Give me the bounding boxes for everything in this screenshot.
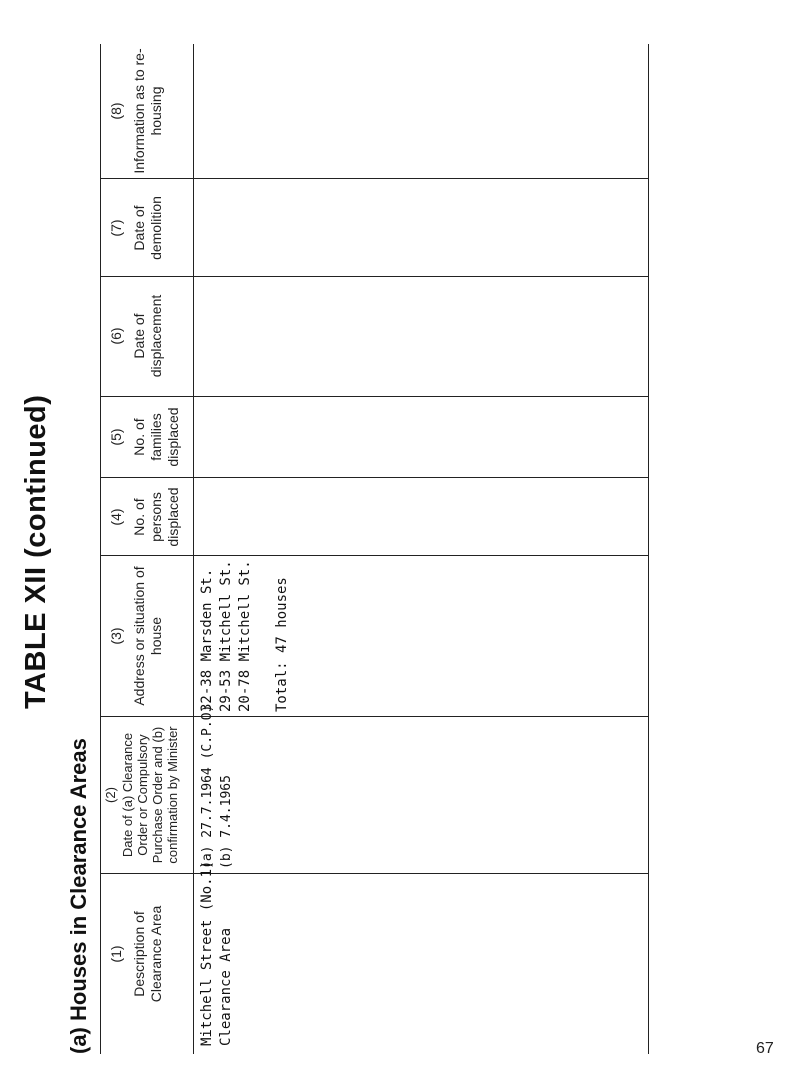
date-line-b: (b) 7.4.1965 [219, 775, 234, 869]
address-line-1: 32-38 Marsden St. [199, 568, 215, 712]
header-bottom-rule [193, 44, 194, 1054]
address-line-2: 29-53 Mitchell St. [218, 560, 234, 712]
header-col-1 [108, 884, 188, 1024]
header-col-3-label: Address or situation of house [131, 566, 164, 706]
header-col-5-label: No. of families displaced [131, 407, 181, 467]
header-col-3-num: (3) [108, 627, 124, 645]
area-line-1: Mitchell Street (No.1) [199, 860, 215, 1046]
address-total: Total: 47 houses [274, 577, 290, 712]
header-col-7 [108, 183, 188, 273]
header-col-1-label: Description of Clearance Area [131, 905, 164, 1003]
header-col-8-num: (8) [108, 102, 124, 120]
header-col-4-label: No. of persons displaced [131, 487, 181, 547]
area-line-2: Clearance Area [218, 927, 234, 1046]
header-col-2-num: (2) [103, 787, 118, 803]
col-sep-2 [100, 716, 648, 717]
header-col-3 [108, 560, 188, 712]
table-top-rule [100, 44, 101, 1054]
header-col-1-num: (1) [108, 945, 124, 963]
header-col-8 [108, 48, 188, 174]
col-sep-6 [100, 276, 648, 277]
col-sep-1 [100, 873, 648, 874]
header-col-2-label: Date of (a) Clearance Order or Compulsory Purchase Order and (b) confirmation by Minister [120, 726, 180, 864]
header-col-4 [108, 482, 188, 552]
header-col-7-num: (7) [108, 219, 124, 237]
header-col-4-num: (4) [108, 508, 124, 526]
header-col-7-label: Date of demolition [131, 196, 164, 260]
table-title: TABLE XII (continued) [20, 394, 52, 709]
header-col-5 [108, 400, 188, 474]
date-line-a: (a) 27.7.1964 (C.P.O) [200, 704, 215, 869]
address-line-3: 20-78 Mitchell St. [237, 560, 253, 712]
col-sep-7 [100, 178, 648, 179]
header-col-5-num: (5) [108, 428, 124, 446]
table-subtitle: (a) Houses in Clearance Areas [66, 738, 91, 1054]
header-col-6-label: Date of displacement [131, 294, 164, 378]
page-number: 67 [756, 1040, 774, 1057]
table-bottom-rule [648, 44, 649, 1054]
col-sep-5 [100, 396, 648, 397]
header-col-8-label: Information as to re-housing [131, 48, 164, 174]
header-col-2 [103, 721, 183, 869]
header-col-6-num: (6) [108, 327, 124, 345]
col-sep-4 [100, 477, 648, 478]
header-col-6 [108, 280, 188, 392]
col-sep-3 [100, 555, 648, 556]
